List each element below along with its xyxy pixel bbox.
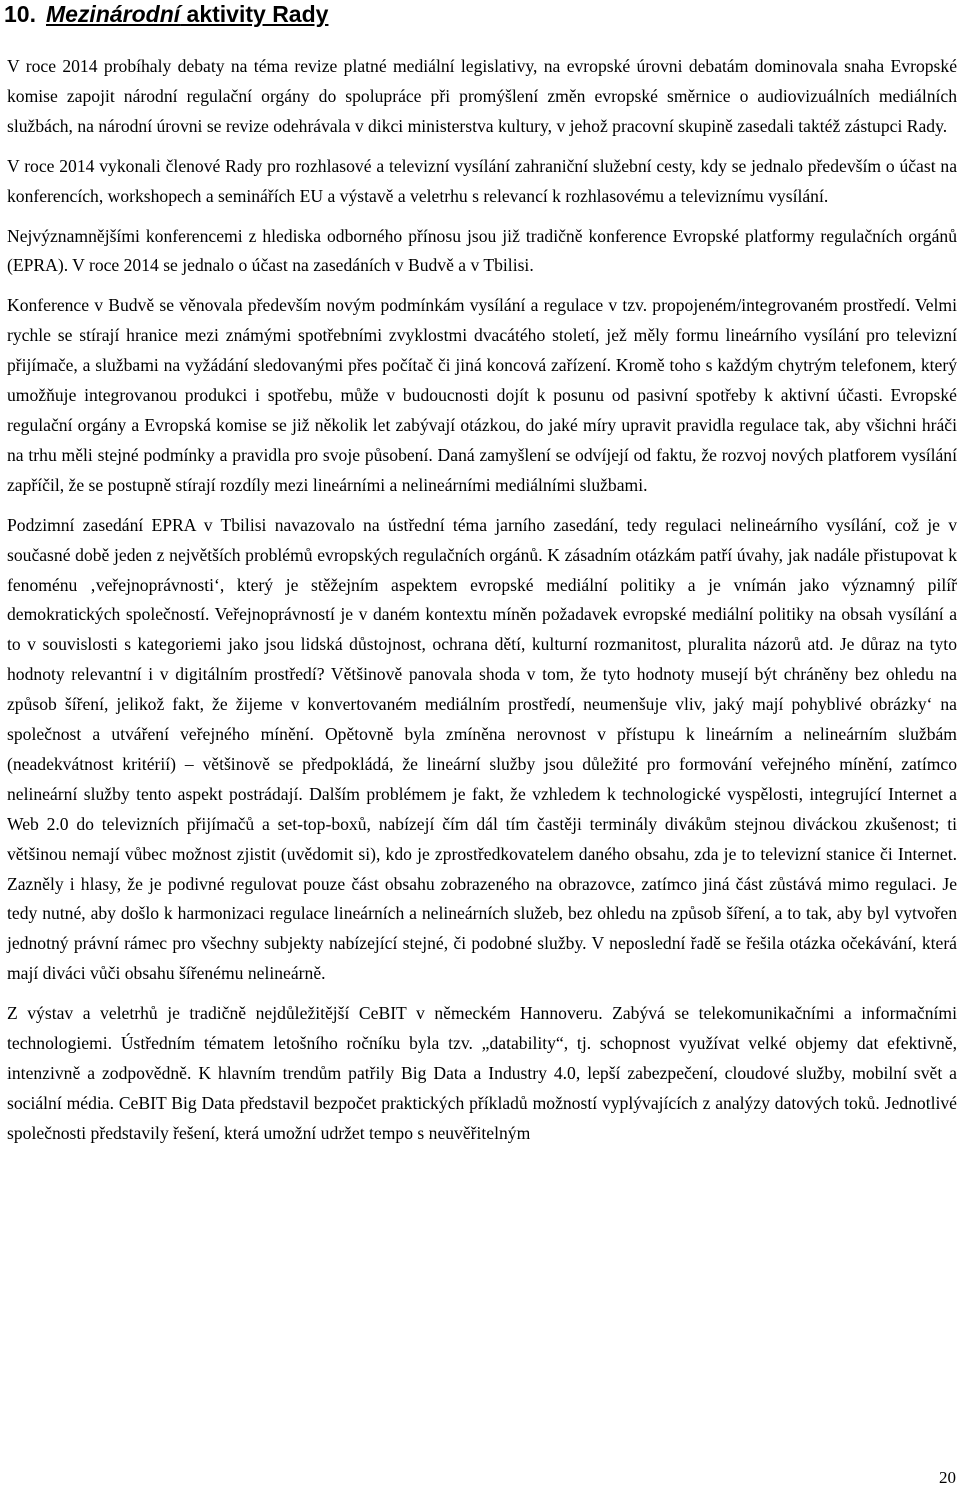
paragraph-1: V roce 2014 probíhaly debaty na téma revize platné mediální legislativy, na evropské úrovni debatám dominovala snaha Evropské komise zapojit národní regulační orgány do spolupráce při promýšlení změn evropské směrnice o audiovizuálních mediálních službách, na národní úrovni se revize odehrávala v dikci ministerstva kultury, v jehož pracovní skupině zasedali taktéž zástupci Rady. <box>7 56 957 136</box>
section-heading <box>4 0 328 28</box>
paragraph-5: Podzimní zasedání EPRA v Tbilisi navazovalo na ústřední téma jarního zasedání, tedy regulaci nelineárního vysílání, což je v současné době jeden z největších problémů evropských regulačních orgánů. K zásadním otázkám patří úvahy, jak nadále přistupovat k fenoménu ‚veřejnoprávnosti‘, který je stěžejním aspektem evropské mediální politiky a je vnímán jako významný pilíř demokratických společností. Veřejnoprávností je v daném kontextu míněn požadavek evropské mediální politiky na obsah vysílání a to v souvislosti s kategoriemi jako jsou lidská důstojnost, ochrana dětí, kulturní rozmanitost, pluralita názorů atd. Je důraz na tyto hodnoty relevantní i v digitálním prostředí? Většinově panovala shoda v tom, že tyto hodnoty musejí být chráněny bez ohledu na způsob šíření, jelikož fakt, že žijeme v konvertovaném mediálním prostředí, neumenšuje vliv, jaký mají pohyblivé obrázky‘ na společnost a utváření veřejného mínění. Opětovně byla zmíněna nerovnost v přístupu k lineárním a nelineárním službám (neadekvátnost kritérií) – většinově se předpokládá, že lineární služby jsou důležité pro formování veřejného mínění, zatímco nelineární služby tento aspekt postrádají. Dalším problémem je fakt, že vzhledem k technologické vyspělosti, integrující Internet a Web 2.0 do televizních přijímačů a set-top-boxů, nabízejí čím dál tím častěji terminály divákům stejnou diváckou zkušenost; ti většinou nemají vůbec možnost zjistit (uvědomit si), kdo je zprostředkovatelem daného obsahu, zda je to televizní stanice či Internet. Zazněly i hlasy, že je podivné regulovat pouze část obsahu zobrazeného na obrazovce, zatímco jiná část zůstává mimo regulaci. Je tedy nutné, aby došlo k harmonizaci regulace lineárních a nelineárních služeb, bez ohledu na způsob šíření, a to tak, aby byl vytvořen jednotný právní rámec pro všechny subjekty nabízející stejné, či podobné služby. V neposlední řadě se řešila otázka očekávání, která mají diváci vůči obsahu šířenému nelineárně. <box>7 514 957 984</box>
section-number: 10. <box>4 1 36 27</box>
section-title-rest: aktivity Rady <box>180 1 329 27</box>
paragraph-4: Konference v Budvě se věnovala především novým podmínkám vysílání a regulace v tzv. propojeném/integrovaném prostředí. Velmi rychle se stírají hranice mezi známými spotřebními zvyklostmi dvacátého století, jež měly formu lineárního vysílání pro televizní přijímače, a službami na vyžádání sledovanými přes počítač či jiná koncová zařízení. Kromě toho s každým chytrým telefonem, který umožňuje integrovanou produkci i spotřebu, může v budoucnosti dojít k posunu od pasivní spotřeby k aktivní účasti. Evropské regulační orgány a Evropská komise se již několik let zabývají otázkou, do jaké míry upravit pravidla regulace tak, aby všichni hráči na trhu měli stejné podmínky a pravidla pro svoje působení. Daná zamyšlení se odvíjejí od faktu, že rozvoj nových platforem vysílání zapříčil, že se postupně stírají rozdíly mezi lineárními a nelineárními mediálními službami. <box>7 295 957 495</box>
paragraph-6: Z výstav a veletrhů je tradičně nejdůležitější CeBIT v německém Hannoveru. Zabývá se telekomunikačními a informačními technologiemi. Ústředním tématem letošního ročníku byla tzv. „datability“, tj. schopnost využívat velké objemy dat efektivně, intenzivně a zodpovědně. K hlavním trendům patřily Big Data a Industry 4.0, lepší zabezpečení, cloudové služby, mobilní svět a sociální média. CeBIT Big Data představil bezpočet praktických příkladů možností vyplývajících z analýzy datových toků. Jednotlivé společnosti představily řešení, která umožní udržet tempo s neuvěřitelným <box>7 1003 957 1143</box>
paragraph-2: V roce 2014 vykonali členové Rady pro rozhlasové a televizní vysílání zahraniční služební cesty, kdy se jednalo především o účast na konferencích, workshopech a seminářích EU a výstavě a veletrhu s relevancí k rozhlasovému a televiznímu vysílání. <box>7 155 957 206</box>
section-title-emphasis: Mezinárodní <box>45 1 181 27</box>
body-text <box>7 52 957 1149</box>
paragraph-3: Nejvýznamnějšími konferencemi z hlediska odborného přínosu jsou již tradičně konference Evropské platformy regulačních orgánů (EPRA). V roce 2014 se jednalo o účast na zasedáních v Budvě a v Tbilisi. <box>7 225 957 276</box>
page-number: 20 <box>939 1468 956 1487</box>
